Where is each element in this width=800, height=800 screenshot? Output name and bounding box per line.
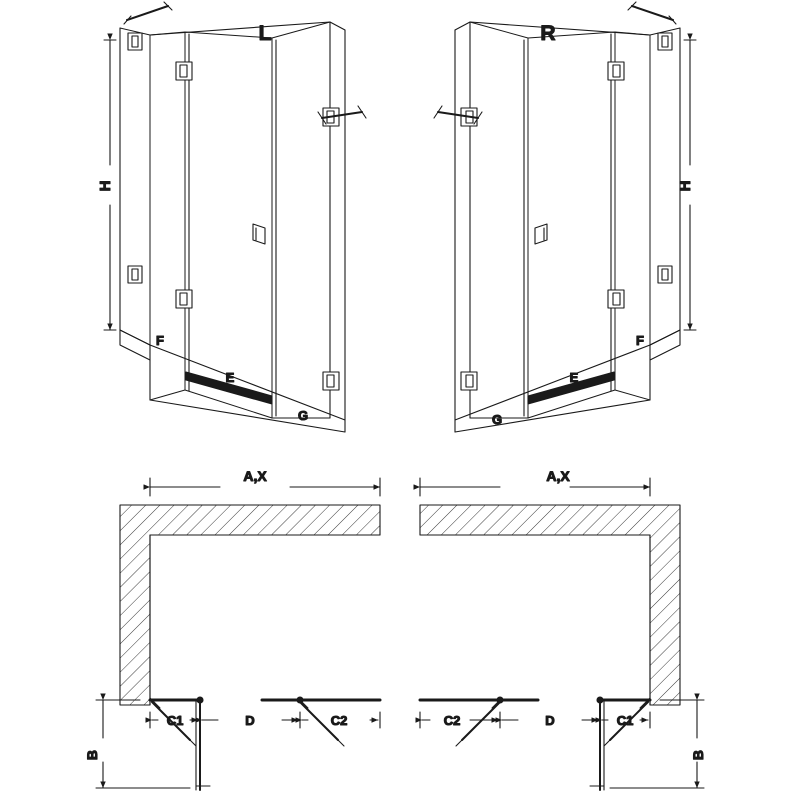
elevation-left-height-label: H bbox=[97, 180, 114, 192]
elevation-left-panel-f-label: F bbox=[156, 333, 164, 348]
plan-right-seg-c2-label: C2 bbox=[443, 713, 461, 728]
elevation-left-panel-e-label: E bbox=[225, 370, 235, 385]
plan-right-depth-label: B bbox=[690, 749, 706, 761]
plan-left-view bbox=[84, 468, 380, 790]
plan-left-width-label: A,X bbox=[243, 468, 267, 484]
plan-left-seg-c2-label: C2 bbox=[330, 713, 348, 728]
elevation-right-panel-f-label: F bbox=[636, 333, 644, 348]
plan-left-seg-d-label: D bbox=[245, 713, 255, 728]
elevation-right-panel-e-label: E bbox=[569, 370, 579, 385]
elevation-right-name: R bbox=[540, 22, 556, 45]
elevation-right-view bbox=[434, 2, 696, 432]
plan-left-seg-c1-label: C1 bbox=[166, 713, 184, 728]
elevation-right-height-label: H bbox=[677, 180, 694, 192]
plan-right-seg-c1-label: C1 bbox=[616, 713, 634, 728]
elevation-right-panel-g-label: G bbox=[491, 412, 503, 427]
elevation-left-panel-g-label: G bbox=[297, 408, 309, 423]
elevation-left-name: L bbox=[258, 22, 272, 45]
elevation-left-view bbox=[97, 2, 366, 432]
plan-left-depth-label: B bbox=[84, 749, 100, 761]
plan-right-width-label: A,X bbox=[546, 468, 570, 484]
plan-right-seg-d-label: D bbox=[545, 713, 555, 728]
plan-right-view bbox=[420, 468, 706, 790]
